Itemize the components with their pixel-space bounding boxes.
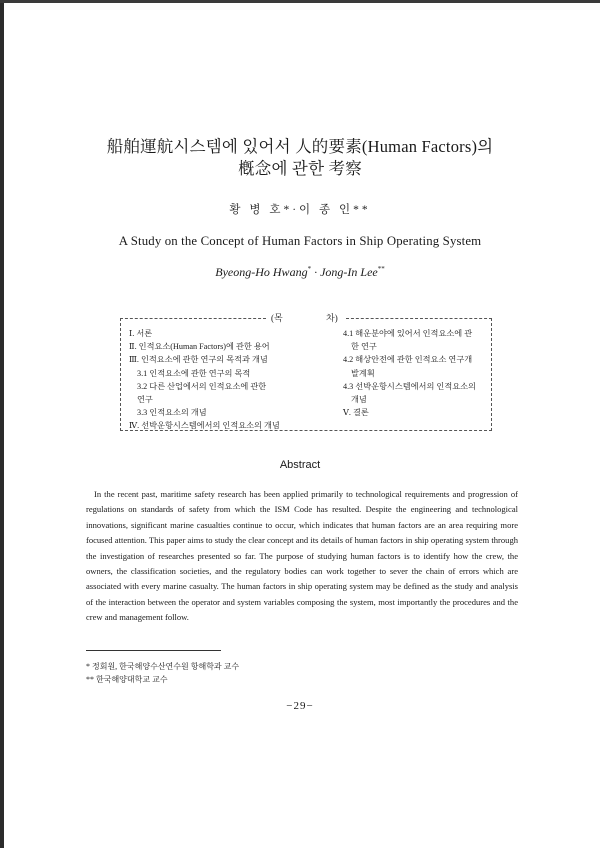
toc-item: Ⅰ. 서론 (129, 329, 153, 338)
toc-item: Ⅳ. 선박운항시스템에서의 인적요소의 개념 (129, 421, 280, 431)
title-korean (0, 136, 600, 180)
author-2-name: Jong-In Lee (320, 265, 378, 279)
toc-item: 개념 (351, 395, 367, 405)
toc-item: 연구 (137, 395, 153, 405)
title-korean-line-1: 船舶運航시스템에 있어서 人的要素(Human Factors)의 (106, 137, 494, 156)
footnote-2: ** 한국해양대학교 교수 (86, 675, 168, 684)
title-english: A Study on the Concept of Human Factors in Ship Operating System (118, 234, 482, 248)
toc-heading-right: 차) (326, 312, 338, 325)
toc-item: Ⅲ. 인적요소에 관한 연구의 목적과 개념 (129, 355, 268, 365)
toc-item: 발계획 (351, 368, 375, 378)
toc-top-border-right (346, 318, 492, 319)
toc-left-column (129, 327, 309, 433)
scan-edge-left (0, 0, 4, 848)
toc-item: 한 연구 (351, 342, 377, 352)
footnotes (86, 660, 239, 686)
footnote-1: * 정회원, 한국해양수산연수원 항해학과 교수 (86, 662, 240, 671)
abstract-heading: Abstract (279, 459, 321, 471)
author-1-name: Byeong-Ho Hwang (215, 265, 308, 279)
scan-edge-top (0, 0, 600, 3)
toc-item: 3.1 인적요소에 관한 연구의 목적 (137, 368, 251, 378)
toc-item: Ⅴ. 결론 (343, 408, 369, 418)
abstract-body: In the recent past, maritime safety research has been applied primarily to technological requirements and progression of regulations on standards of safety from which the ISM Code has resulted. Despite the engineering and technological innovations, significant marine casualties continue to occur, which indicates that human factors are an area requiring more focused attention. This paper aims to study the clear concept and its details of human factors in ship operating system through the investigation of researches presented so far. The purpose of studying human factors is to identify how the crew, the owners, the classification societies, and the regulatory bodies can work together to sever the chain of errors which are associated with every marine casualty. The human factors in ship operating system may be defined as the study and analysis of the interaction between the operator and system variables composing the system, most importantly the procedures and the crew and management follow. (86, 489, 518, 623)
footnote-divider (86, 650, 221, 651)
toc-item: 4.1 해운분야에 있어서 인적요소에 관 (343, 329, 473, 338)
toc-item: 3.2 다른 산업에서의 인적요소에 관한 (137, 381, 267, 391)
toc-heading-left: (목 (271, 312, 283, 325)
page-number: −29− (286, 700, 314, 712)
toc-item: 4.3 선박운항시스템에서의 인적요소의 (343, 381, 476, 391)
toc-item: 4.2 해상안전에 관한 인적요소 연구개 (343, 355, 473, 365)
toc-item: Ⅱ. 인적요소(Human Factors)에 관한 용어 (129, 342, 270, 352)
authors-english (0, 265, 600, 280)
toc-top-border-left (120, 318, 266, 319)
author-1-mark: * (307, 265, 312, 273)
author-2-mark: ** (377, 265, 385, 273)
toc-item: 3.3 인적요소의 개념 (137, 408, 207, 418)
authors-korean: 황 병 호*·이 종 인** (229, 204, 371, 216)
title-korean-line-2: 槪念에 관한 考察 (238, 159, 362, 178)
author-separator: · (311, 265, 321, 279)
toc-right-column (343, 327, 485, 419)
table-of-contents (120, 313, 492, 431)
